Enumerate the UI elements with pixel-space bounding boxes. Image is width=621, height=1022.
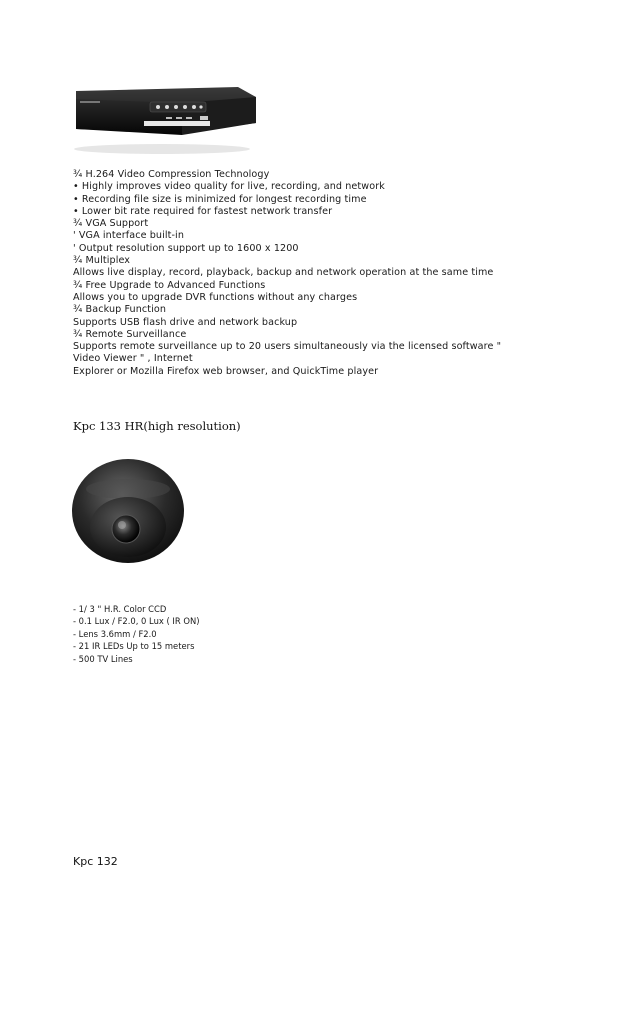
feature-line: ¾ Multiplex — [73, 255, 131, 267]
dvr-illustration — [70, 83, 260, 155]
dvr-image — [70, 83, 260, 155]
spec-line: - 1/ 3 " H.R. Color CCD — [73, 604, 167, 614]
feature-line: ¾ H.264 Video Compression Technology — [73, 169, 270, 180]
feature-line: Supports remote surveillance up to 20 users simultaneously via the licensed software " — [73, 341, 502, 353]
camera-spec-list — [73, 603, 373, 665]
feature-line: ' Output resolution support up to 1600 x 1200 — [73, 242, 299, 254]
spec-line: - Lens 3.6mm / F2.0 — [73, 628, 157, 639]
feature-line: ' VGA interface built-in — [73, 230, 185, 242]
feature-line: ¾ Backup Function — [73, 304, 167, 316]
feature-line: ¾ Remote Surveillance — [73, 328, 187, 340]
feature-line: Video Viewer " , Internet — [73, 353, 193, 365]
feature-line: • Highly improves video quality for live, recording, and network — [73, 181, 385, 193]
spec-line: - 21 IR LEDs Up to 15 meters — [73, 641, 195, 652]
feature-line: Explorer or Mozilla Firefox web browser, and QuickTime player — [73, 365, 379, 377]
feature-line: Allows you to upgrade DVR functions without any charges — [73, 291, 358, 303]
feature-line: Allows live display, record, playback, backup and network operation at the same time — [73, 267, 494, 279]
dome-camera-image — [70, 459, 190, 567]
dvr-feature-list — [73, 169, 603, 378]
feature-line: ¾ Free Upgrade to Advanced Functions — [73, 279, 266, 291]
feature-line: • Recording file size is minimized for longest recording time — [73, 193, 367, 205]
feature-line: ¾ VGA Support — [73, 218, 149, 230]
feature-line: • Lower bit rate required for fastest network transfer — [73, 205, 333, 217]
dome-camera-illustration — [70, 459, 190, 567]
feature-line: Supports USB flash drive and network backup — [73, 316, 298, 328]
next-product-title: Kpc 132 — [73, 855, 118, 868]
spec-line: - 0.1 Lux / F2.0, 0 Lux ( IR ON) — [73, 616, 200, 627]
spec-line: - 500 TV Lines — [73, 653, 133, 664]
camera-title: Kpc 133 HR(high resolution) — [73, 419, 241, 433]
